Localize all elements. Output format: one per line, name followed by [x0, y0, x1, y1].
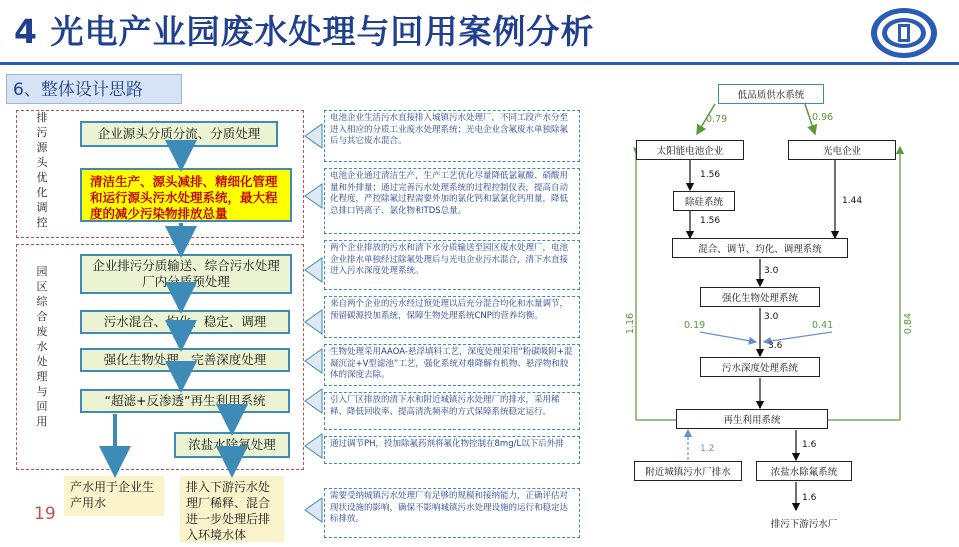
page-number: 19 — [34, 504, 56, 524]
section-heading: 6、整体设计思路 — [6, 74, 182, 104]
group-label-source: 排污源头优化调控 — [36, 111, 48, 229]
node-brine-defluoride: 浓盐水除氟系统 — [756, 461, 852, 481]
step-transport-pretreat: 企业排污分质输送、综合污水处理厂内分质预处理 — [80, 254, 292, 294]
step-uf-ro: “超滤+反渗透”再生利用系统 — [80, 389, 290, 413]
step-bio-treatment: 强化生物处理，完善深度处理 — [80, 348, 290, 372]
output-reuse: 产水用于企业生产用水 — [64, 476, 164, 516]
flow-left-return: 1.16 — [625, 312, 637, 335]
flow-left-in: 0.19 — [684, 320, 706, 331]
node-reuse: 再生利用系统 — [676, 409, 828, 429]
node-pv-company: 光电企业 — [788, 140, 896, 160]
desc-mixing: 来自两个企业的污水经过预处理以后充分混合均化和水量调节，预留碳源投加系统，保障生物处理系统CNP的营养均衡。 — [324, 296, 580, 338]
flow-solar-to-silicon: 1.56 — [700, 170, 721, 180]
node-town-wastewater: 附近城镇污水厂排水 — [634, 461, 742, 481]
group-label-park: 园区综合废水处理与回用 — [36, 265, 48, 428]
node-downstream-plant: 排污下游污水厂 — [770, 519, 838, 530]
university-logo-icon — [868, 6, 940, 60]
flow-low-to-solar: 0.79 — [706, 114, 728, 125]
flow-brine-to-down: 1.6 — [802, 493, 817, 503]
node-bio: 强化生物处理系统 — [700, 287, 820, 307]
page-title: 4 光电产业园废水处理与回用案例分析 — [14, 12, 595, 51]
flow-pv-to-mix: 1.44 — [842, 196, 863, 206]
desc-clean-production: 电池企业通过清洁生产，生产工艺优化尽量降低氯氟酸、硝酸用量和外排量；通过完善污水处理系统的过程控制仪表，提高自动化程度，严控除氟过程需要外加的氯化钙和氯氯化钙用量，降低总排口钙离子、氯化物和TDS总量。 — [324, 168, 580, 234]
flow-mix-to-bio: 3.0 — [764, 266, 779, 276]
desc-uf-ro: 引入厂区排放的清下水和附近城镇污水处理厂的排水，采用稀释、降低回收率、提高清洗频率的方式保障系统稳定运行。 — [324, 392, 580, 430]
node-solar-company: 太阳能电池企业 — [636, 140, 744, 160]
desc-downstream: 需要受纳城镇污水处理厂有足够的规模和接纳能力，正确评估对现状设施的影响，确保不影响城镇污水处理设施的运行和稳定达标排放。 — [324, 488, 580, 538]
node-deep-treatment: 污水深度处理系统 — [700, 357, 820, 377]
desc-transport: 两个企业排放的污水和清下水分质输送至园区废水处理厂，电池企业排水单独经过除氟处理后与光电企业污水混合，清下水直接进入污水深度处理系统。 — [324, 240, 580, 290]
flow-reuse-to-brine: 1.6 — [802, 440, 817, 450]
flow-right-in: 0.41 — [812, 320, 834, 331]
flow-right-return: 0.84 — [903, 312, 915, 335]
node-silicon-removal: 除硅系统 — [673, 191, 735, 211]
node-mixing: 混合、调节、均化、调理系统 — [672, 238, 848, 258]
flow-low-to-pv: 0.96 — [812, 112, 834, 123]
step-source-separation: 企业源头分质分流、分质处理 — [80, 121, 278, 147]
step-mixing: 污水混合、均化、稳定、调理 — [80, 310, 290, 334]
output-downstream: 排入下游污水处理厂稀释、混合进一步处理后排入环境水体 — [180, 476, 284, 542]
desc-source-separation: 电池企业生活污水直接排入城镇污水处理厂，不同工段产水分至进入相应的分质工业废水处理系统；光电企业含氟废水单独除氟后与其它废水混合。 — [324, 110, 580, 162]
node-low-quality-water: 低品质供水系统 — [718, 84, 824, 104]
step-brine-fluoride: 浓盐水除氟处理 — [174, 432, 290, 458]
desc-bio: 生物处理采用AAOA-悬浮填料工艺，深度处理采用“粉碳吸附+混凝沉淀+V型滤池”工艺，强化系统对难降解有机物、悬浮物和胶体的深度去除。 — [324, 344, 580, 386]
flow-town-in: 1.2 — [700, 444, 715, 454]
flow-deep-in: 3.6 — [768, 341, 783, 351]
flow-bio-to-deep: 3.0 — [764, 312, 779, 322]
left-flow-connectors — [0, 0, 330, 547]
step-clean-production: 清洁生产、源头减排、精细化管理和运行源头污水处理系统，最大程度的减少污染物排放总量 — [80, 168, 292, 222]
flow-silicon-to-mix: 1.56 — [700, 216, 721, 226]
desc-brine: 通过调节PH，投加除氟药剂将氟化物控制在8mg/L以下后外排 — [324, 436, 580, 464]
